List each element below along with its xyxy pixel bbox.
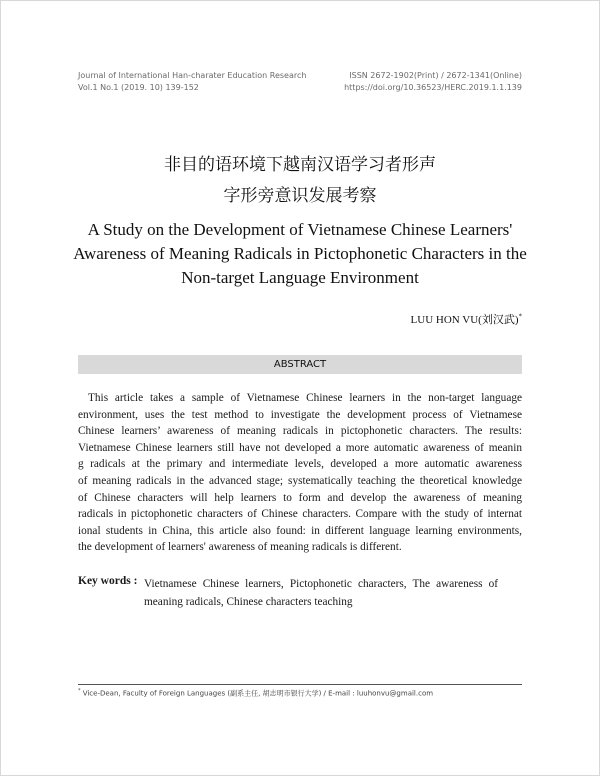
keywords-label: Key words :	[78, 575, 138, 587]
english-title-line3: Non-target Language Environment	[181, 268, 419, 287]
footnote	[78, 688, 433, 698]
keywords-line2: meaning radicals, Chinese characters teaching	[144, 596, 353, 608]
abstract-line: Vietnamese Chinese learners still have not developed a more automatic awareness of meanin	[78, 441, 522, 454]
footnote-divider	[78, 684, 522, 685]
footnote-mark: *	[78, 688, 81, 694]
issn-doi-header	[344, 70, 522, 94]
english-title-line1: A Study on the Development of Vietnamese Chinese Learners'	[87, 220, 513, 239]
doi-link[interactable]: https://doi.org/10.36523/HERC.2019.1.1.139	[344, 83, 522, 92]
journal-volume: Vol.1 No.1 (2019. 10) 139-152	[78, 83, 199, 92]
journal-header	[78, 70, 306, 94]
author-name: LUU HON VU(刘汉武)	[410, 314, 519, 326]
abstract-line: g radicals at the primary and intermediate levels, developed a more automatic awareness	[78, 458, 522, 471]
english-title	[60, 218, 540, 290]
author	[411, 311, 522, 327]
abstract-line: environment, uses the test method to investigate the development process of Vietnamese	[78, 408, 522, 421]
abstract-line: of Chinese characters will help learners to form and develop the awareness of meaning	[78, 491, 522, 504]
abstract-heading: ABSTRACT	[78, 355, 522, 374]
abstract-line: Chinese learners’ awareness of meaning radicals in pictophonetic characters. The results:	[78, 425, 522, 438]
english-title-line2: Awareness of Meaning Radicals in Pictophonetic Characters in the	[73, 244, 527, 263]
footnote-text: Vice-Dean, Faculty of Foreign Languages (副系主任, 胡志明市银行大学) / E-mail : luuhonvu@gmail.com	[80, 689, 434, 698]
journal-name: Journal of International Han-charater Education Research	[78, 71, 307, 80]
abstract-line: radicals in pictophonetic characters of Chinese characters. Compare with the study of internat	[78, 508, 522, 521]
abstract-line: This article takes a sample of Vietnamese Chinese learners in the non-target language	[88, 392, 522, 404]
keywords-text	[144, 575, 498, 611]
chinese-title-line1: 非目的语环境下越南汉语学习者形声	[164, 155, 436, 175]
keywords-line1: Vietnamese Chinese learners, Pictophonetic characters, The awareness of	[144, 578, 498, 590]
issn: ISSN 2672-1902(Print) / 2672-1341(Online)	[349, 71, 522, 80]
author-footnote-mark: *	[518, 312, 522, 321]
abstract-line: ional students in China, this article also found: in different language learning environments,	[78, 524, 522, 537]
abstract-body	[78, 390, 522, 556]
abstract-line: the development of learners' awareness of meaning radicals is different.	[78, 541, 402, 554]
abstract-line: of meaning radicals in the advanced stage; systematically teaching the theoretical knowledge	[78, 474, 522, 487]
chinese-title-line2: 字形旁意识发展考察	[223, 186, 377, 206]
